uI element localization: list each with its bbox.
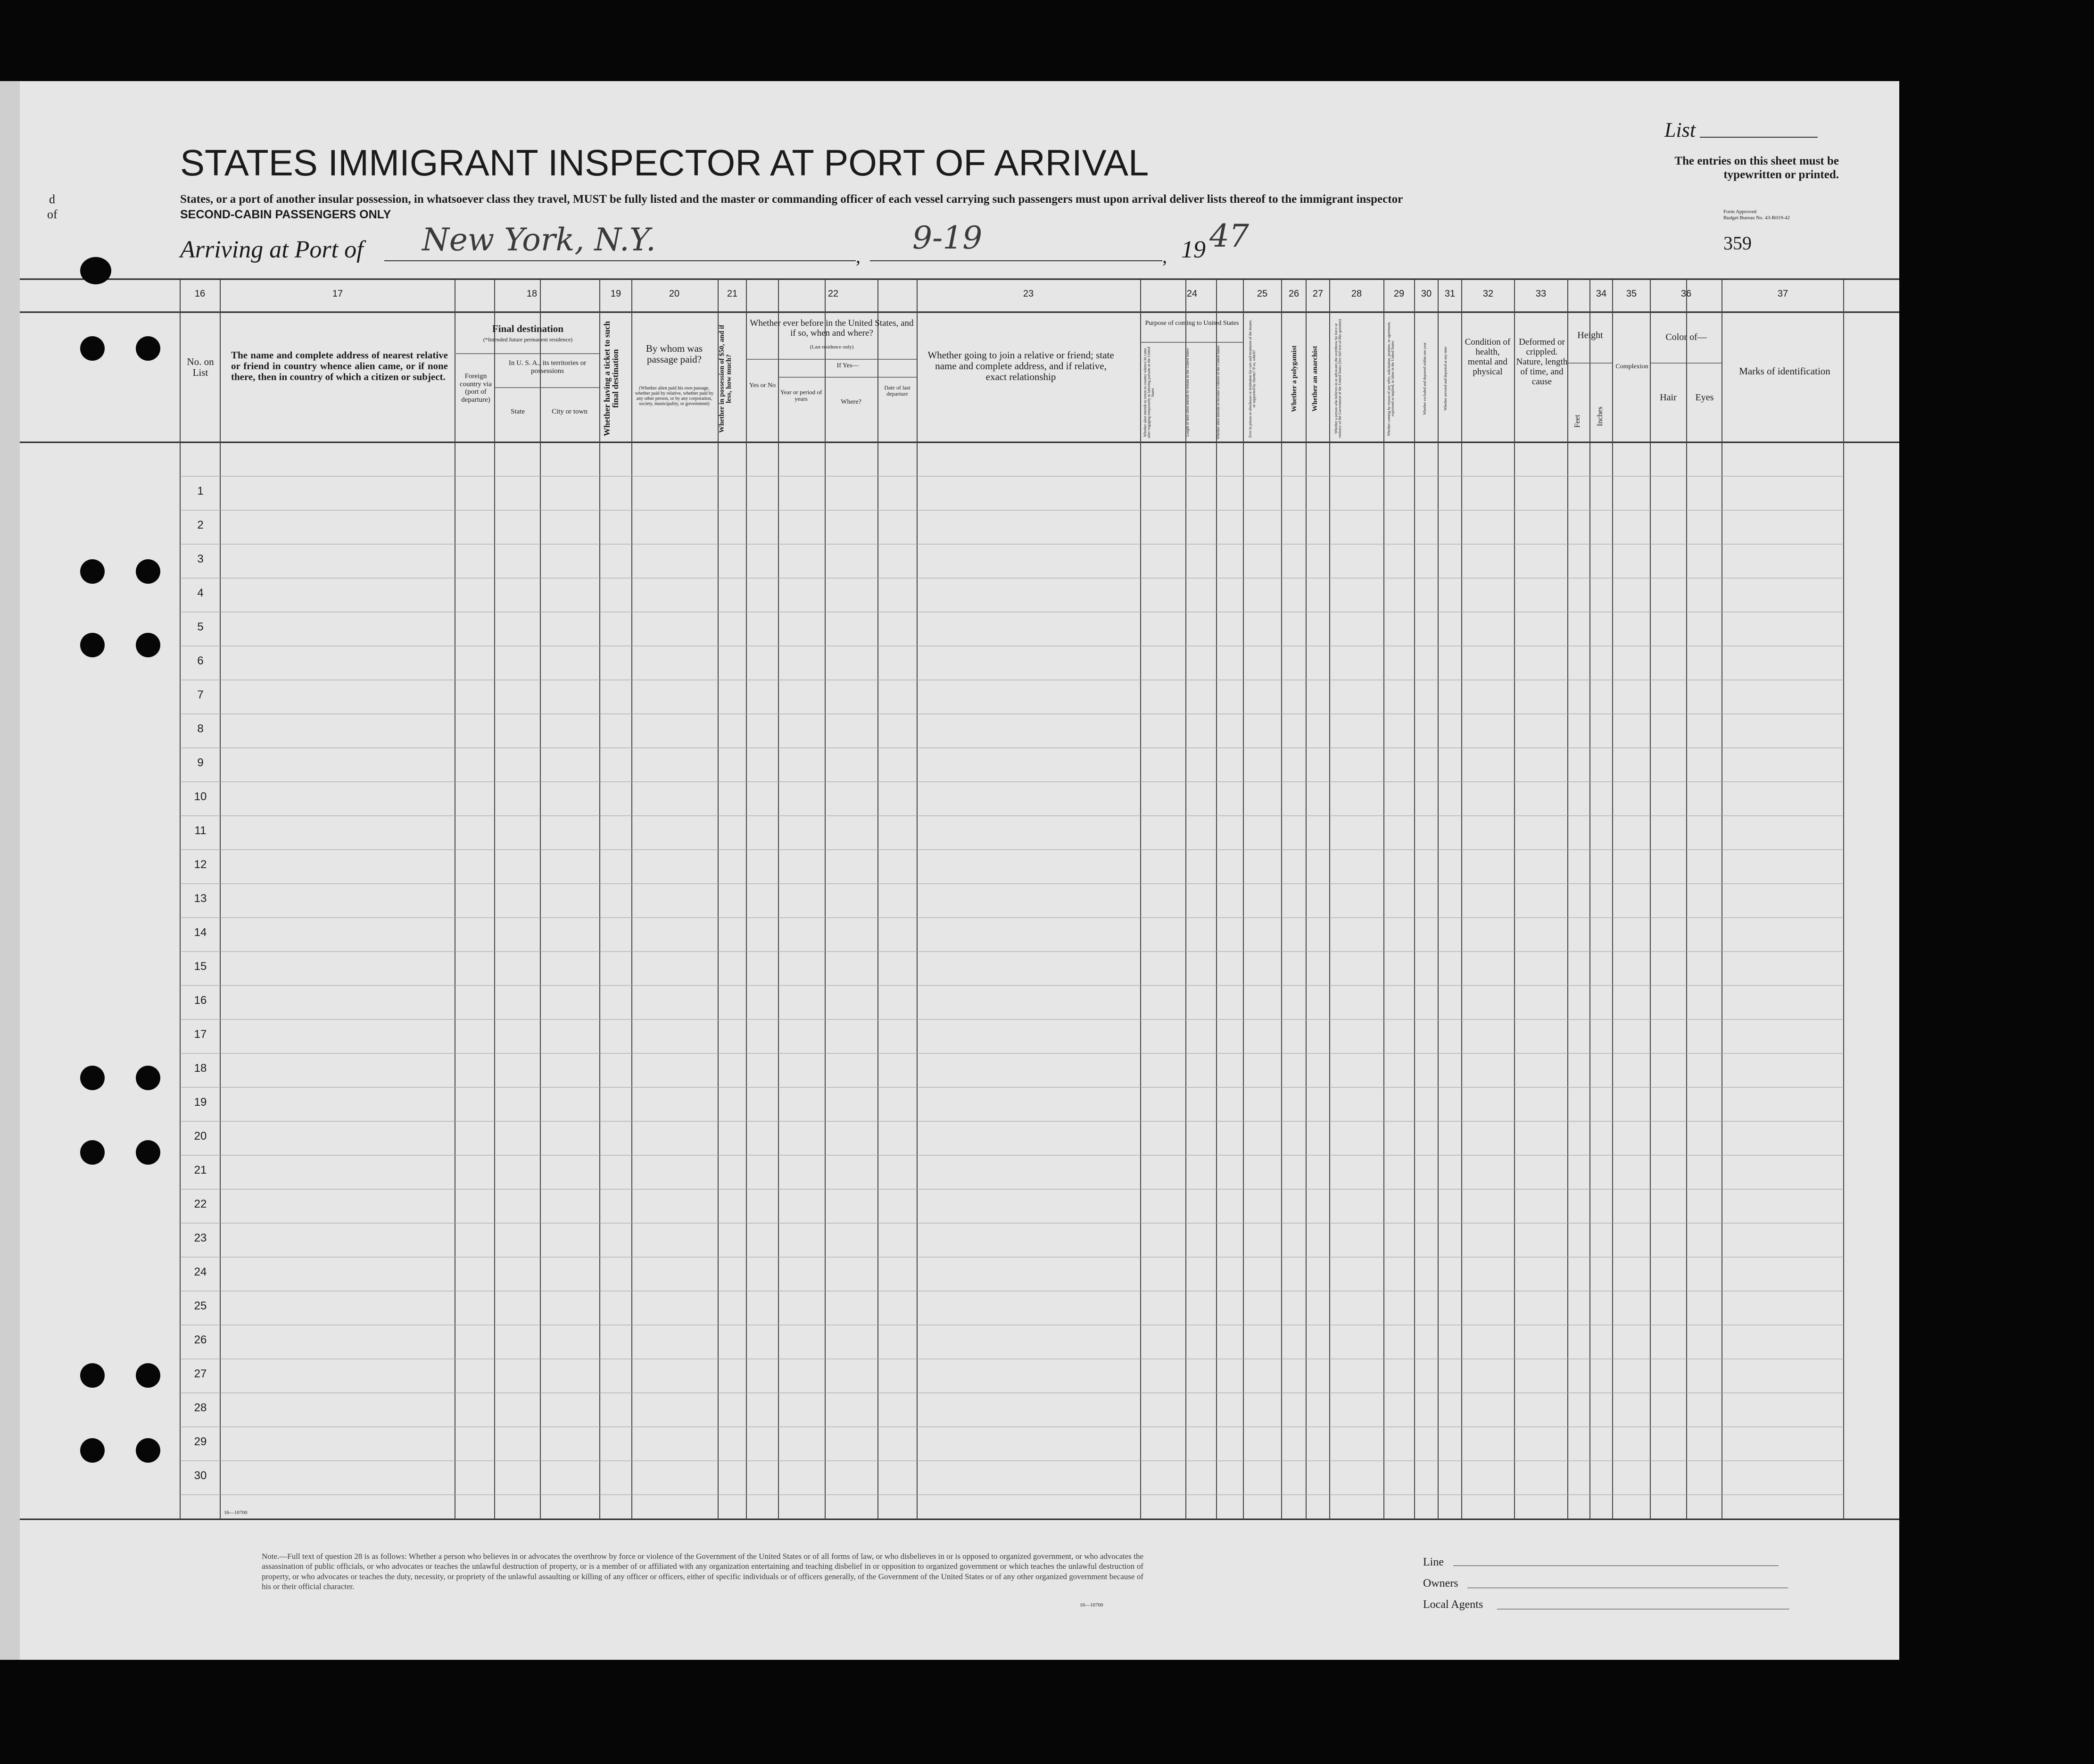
row-number: 23 — [194, 1232, 207, 1244]
punch-hole — [80, 559, 105, 584]
col35-header: Complexion — [1615, 363, 1648, 370]
row-number: 11 — [194, 824, 207, 837]
punch-hole — [136, 559, 160, 584]
footer-line-label: Line — [1423, 1556, 1444, 1568]
row-number: 19 — [194, 1096, 207, 1109]
col34-inches: Inches — [1596, 406, 1604, 426]
col33-header: Deformed or crippled. Nature, length of time, and cause — [1516, 337, 1568, 387]
row-number: 4 — [197, 587, 204, 599]
row-number: 9 — [197, 756, 204, 769]
col18-foreign: Foreign country via (port of departure) — [460, 373, 492, 404]
column-number: 17 — [332, 289, 343, 299]
list-number-line — [1700, 137, 1818, 138]
column-number: 25 — [1257, 289, 1268, 299]
column-number: 18 — [526, 289, 538, 299]
column-number: 31 — [1444, 289, 1456, 299]
col36-header-title: Color of— — [1665, 332, 1707, 342]
row-number: 12 — [194, 858, 207, 871]
col22-if-yes: If Yes— — [836, 362, 859, 369]
col36-eyes: Eyes — [1695, 392, 1714, 403]
col30-header: Whether excluded and deported within one year — [1423, 342, 1427, 415]
arriving-date-line — [870, 260, 1162, 261]
col36-hair: Hair — [1660, 392, 1677, 403]
col32-header: Condition of health, mental and physical — [1465, 337, 1511, 377]
left-margin-fragment: of — [47, 207, 58, 221]
col18-state: State — [511, 408, 525, 415]
punch-hole — [80, 1438, 105, 1463]
row-number: 14 — [194, 926, 207, 939]
footer-print-code: 16—10700 — [224, 1510, 248, 1516]
column-number: 37 — [1777, 289, 1788, 299]
column-number: 19 — [610, 289, 621, 299]
col22-header-note: (Last residence only) — [810, 344, 854, 350]
punch-hole — [136, 336, 160, 361]
column-number: 28 — [1351, 289, 1362, 299]
header-title: STATES IMMIGRANT INSPECTOR AT PORT OF ARRIVAL — [180, 142, 1149, 183]
row-number: 6 — [197, 654, 204, 667]
column-number: 26 — [1288, 289, 1299, 299]
col22-yes-no: Yes or No — [749, 382, 776, 389]
col18-header-note: (*Intended future permanent residence) — [483, 336, 573, 343]
col18-usa: In U. S. A., its territories or possessions — [508, 359, 587, 375]
col17-header: The name and complete address of nearest relative or friend in country whence alien came, or if none there, then in country of which a citizen or subject. — [231, 349, 448, 383]
column-number: 33 — [1535, 289, 1547, 299]
row-number: 20 — [194, 1130, 207, 1143]
col28-header: Whether a person who believes in or advocates the overthrow by force or violence of the Government of the United States (See full text of this question) — [1334, 319, 1342, 439]
punch-hole — [136, 1140, 160, 1165]
col22-where: Where? — [841, 398, 861, 406]
row-number: 26 — [194, 1333, 207, 1346]
row-number: 3 — [197, 553, 204, 565]
arriving-label: Arriving at Port of — [180, 236, 364, 263]
punch-hole — [80, 257, 111, 284]
list-label: List — [1664, 118, 1696, 141]
col18-city: City or town — [552, 408, 588, 415]
col24-sub-c: Whether alien intends to become a citizen of the United States — [1216, 345, 1220, 439]
column-number: 21 — [727, 289, 738, 299]
row-number: 24 — [194, 1266, 207, 1278]
col20-header-title: By whom was passage paid? — [646, 343, 703, 365]
row-number: 29 — [194, 1435, 207, 1448]
left-margin-fragment: d — [49, 192, 55, 206]
row-number: 7 — [197, 688, 204, 701]
column-number: 36 — [1680, 289, 1692, 299]
row-number: 2 — [197, 519, 204, 531]
row-number: 16 — [194, 994, 207, 1007]
col21-header: Whether in possession of $50, and if less, how much? — [718, 324, 733, 433]
year-prefix: 19 — [1181, 236, 1206, 263]
comma: , — [1162, 246, 1167, 267]
entries-note: The entries on this sheet must be typewritten or printed. — [1674, 155, 1839, 181]
col27-header: Whether an anarchist — [1311, 346, 1319, 412]
col34-header-title: Height — [1577, 330, 1603, 340]
col29-header: Whether coming by reason of any offer, solicitation, promise, or agreement, expressed or implied, to labor in the United States — [1387, 321, 1395, 436]
budget-bureau: Budget Bureau No. 43-R019-42 — [1723, 215, 1790, 221]
arriving-port-line — [384, 260, 856, 261]
footer-line-field — [1453, 1565, 1779, 1566]
punch-hole — [80, 633, 105, 657]
punch-hole — [136, 633, 160, 657]
row-number: 5 — [197, 621, 204, 633]
punch-hole — [136, 1363, 160, 1388]
column-number: 16 — [194, 289, 206, 299]
row-number: 13 — [194, 892, 207, 905]
col22-date: Date of last departure — [884, 384, 910, 398]
footer-agents-label: Local Agents — [1423, 1598, 1483, 1611]
column-number: 32 — [1482, 289, 1494, 299]
col24-sub-a: Whether alien intends to return to country whence he came after engaging temporarily in laboring pursuits in the United States — [1143, 347, 1155, 438]
row-number: 21 — [194, 1164, 207, 1176]
col26-header: Whether a polygamist — [1291, 345, 1298, 412]
year-value: 47 — [1209, 218, 1249, 254]
row-number: 18 — [194, 1062, 207, 1075]
col20-header-note: (Whether alien paid his own passage, whether paid by relative, whether paid by any other person, or by any corporation, society, municipality, or government) — [635, 386, 714, 406]
col22-year: Year or period of years — [780, 389, 822, 403]
header-subtitle: States, or a port of another insular possession, in whatsoever class they travel, MUST be fully listed and the master or commanding officer of each vessel carrying such passengers must upon arrival deliver lists thereof to the immigrant inspector — [180, 193, 1403, 206]
column-number: 23 — [1023, 289, 1034, 299]
arriving-port-value: New York, N.Y. — [422, 222, 656, 258]
row-number: 25 — [194, 1300, 207, 1312]
footer-note: Note.—Full text of question 28 is as follows: Whether a person who believes in or advocates the overthrow by force or violence of the Government of the United States or of all forms of law, or who disbelieves in or is opposed to organized government, or who advocates the assassination of public officials, or who advocates or teaches the unlawful destruction of property, or is a member of or affiliated with any organization entertaining and teaching disbelief in or opposition to organized government or which teaches the unlawful destruction of property, or who advocates or teaches the duty, necessity, or propriety of the unlawful assaulting or killing of any officer or officers, either of specific individuals or of officers generally, of the Government of the United States or of any other organized government because of his or their official character. — [262, 1552, 1143, 1591]
column-number: 35 — [1626, 289, 1637, 299]
col16-header: No. on List — [187, 356, 214, 379]
col22-header-title: Whether ever before in the United States, and if so, when and where? — [750, 318, 914, 338]
col37-header: Marks of identification — [1739, 365, 1830, 377]
column-number: 34 — [1596, 289, 1607, 299]
comma: , — [856, 246, 861, 267]
row-number: 17 — [194, 1028, 207, 1041]
punch-hole — [80, 1066, 105, 1090]
column-number: 29 — [1393, 289, 1405, 299]
punch-hole — [136, 1066, 160, 1090]
col18-header-title: Final destination — [492, 323, 564, 334]
row-number: 27 — [194, 1367, 207, 1380]
col19-header: Whether having a ticket to such final destination — [602, 321, 620, 437]
col34-feet: Feet — [1573, 414, 1581, 428]
col24-header-title: Purpose of coming to United States — [1145, 320, 1239, 327]
column-number: 22 — [828, 289, 839, 299]
column-number: 27 — [1312, 289, 1324, 299]
row-number: 8 — [197, 722, 204, 735]
col24-sub-b: Length of time alien intends to remain in the United States — [1185, 348, 1190, 437]
col31-header: Whether arrested and deported at any time — [1443, 347, 1448, 411]
column-number: 30 — [1421, 289, 1432, 299]
row-number: 30 — [194, 1469, 207, 1482]
cabin-class-label: SECOND-CABIN PASSENGERS ONLY — [180, 208, 391, 221]
column-number: 20 — [669, 289, 680, 299]
column-number: 24 — [1186, 289, 1198, 299]
punch-hole — [80, 1363, 105, 1388]
arriving-date-value: 9-19 — [912, 220, 983, 256]
row-number: 28 — [194, 1401, 207, 1414]
col25-header: Ever in prison or almshouse or institution for care and treatment of the insane, or supported by charity? If so, which? — [1248, 319, 1256, 438]
punch-hole — [80, 1140, 105, 1165]
row-number: 1 — [197, 485, 204, 497]
form-approved: Form Approved — [1723, 209, 1756, 215]
footer-owners-label: Owners — [1423, 1577, 1458, 1590]
sheet-number: 359 — [1723, 232, 1752, 254]
footer-print-code: 16—10700 — [1080, 1602, 1103, 1608]
punch-hole — [136, 1438, 160, 1463]
row-number: 10 — [194, 790, 207, 803]
row-number: 15 — [194, 960, 207, 973]
col23-header: Whether going to join a relative or friend; state name and complete address, and if relative, exact relationship — [927, 349, 1114, 383]
row-number: 22 — [194, 1198, 207, 1210]
punch-hole — [80, 336, 105, 361]
